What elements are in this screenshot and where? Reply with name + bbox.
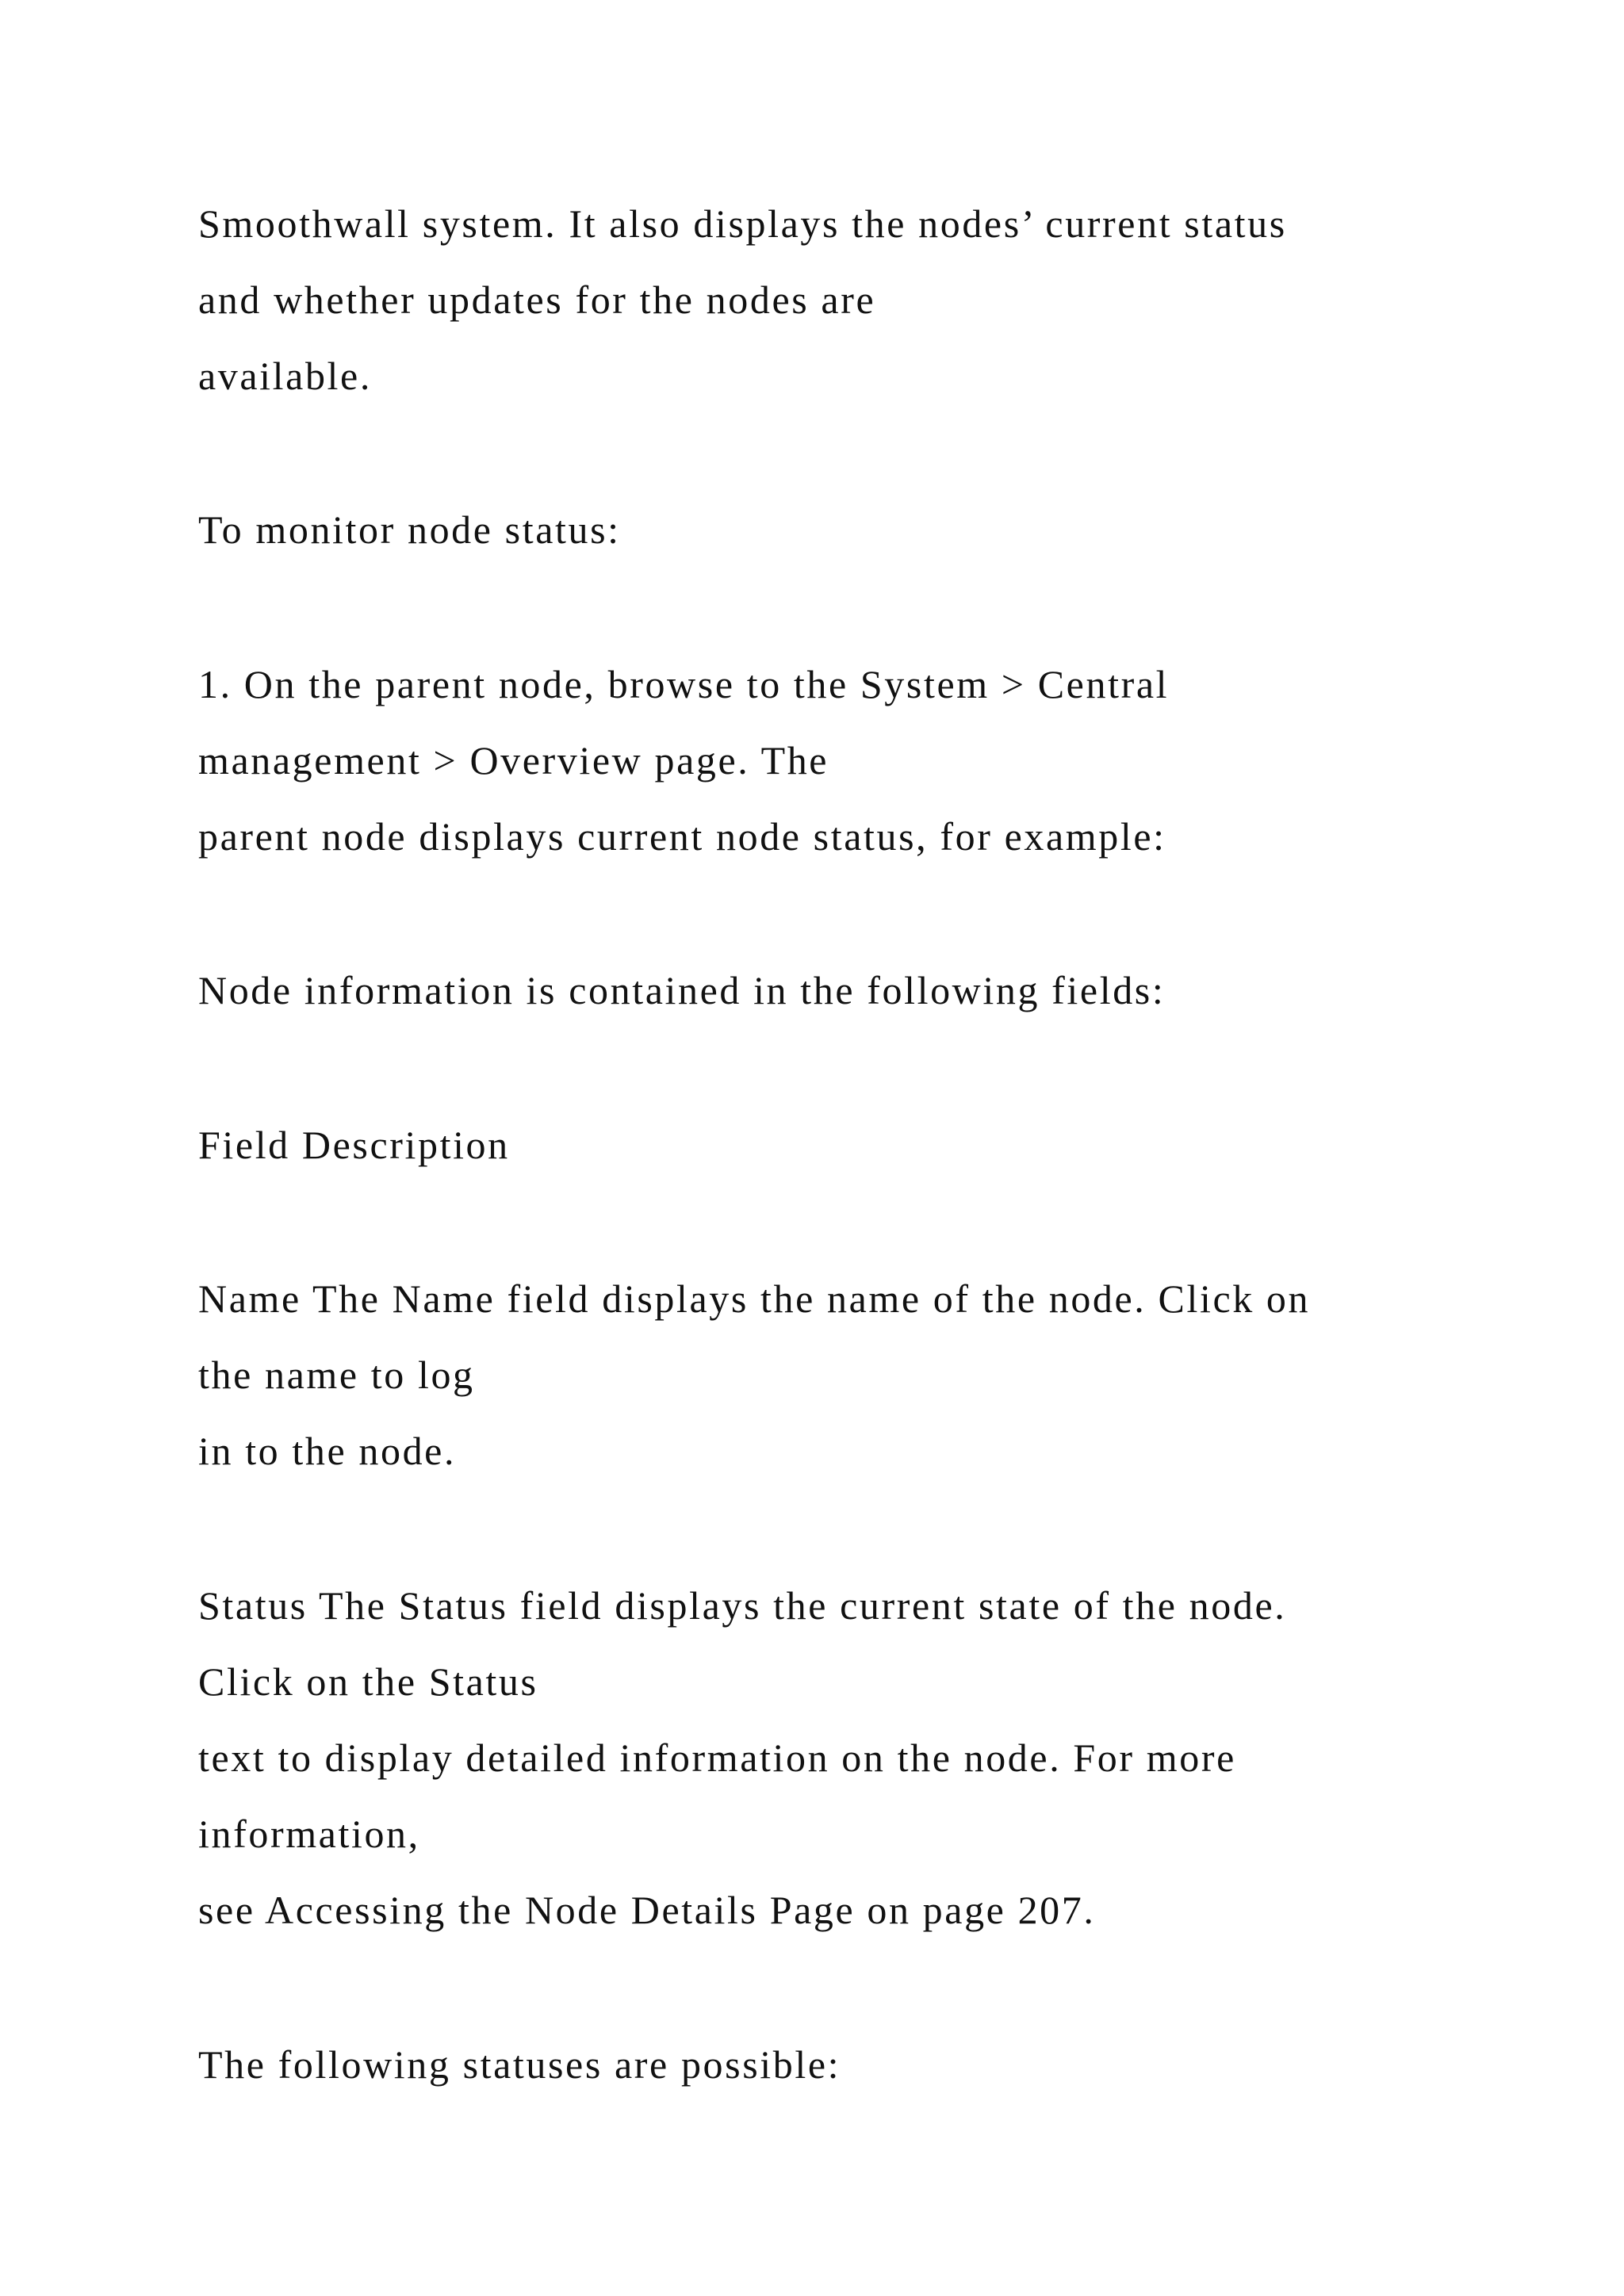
paragraph-line: available. <box>198 354 372 398</box>
table-header-line: Field Description <box>198 1123 510 1167</box>
step-line: parent node displays current node status, for example: <box>198 814 1166 859</box>
field-description-line: the name to log <box>198 1353 475 1397</box>
field-description-line: in to the node. <box>198 1429 457 1473</box>
step-line: 1. On the parent node, browse to the System > Central <box>198 662 1170 706</box>
field-description-line: information, <box>198 1812 420 1856</box>
field-description-line: Name The Name field displays the name of the node. Click on <box>198 1276 1311 1321</box>
field-description-line: Status The Status field displays the current state of the node. <box>198 1583 1287 1628</box>
paragraph-line: Node information is contained in the following fields: <box>198 968 1166 1012</box>
section-heading-line: To monitor node status: <box>198 507 621 552</box>
field-description-line: see Accessing the Node Details Page on page 207. <box>198 1888 1096 1932</box>
paragraph-line: and whether updates for the nodes are <box>198 277 876 322</box>
step-line: management > Overview page. The <box>198 738 829 783</box>
paragraph-line: The following statuses are possible: <box>198 2042 841 2087</box>
field-description-line: Click on the Status <box>198 1659 538 1704</box>
field-description-line: text to display detailed information on the node. For more <box>198 1735 1236 1780</box>
paragraph-line: Smoothwall system. It also displays the nodes’ current status <box>198 201 1287 246</box>
